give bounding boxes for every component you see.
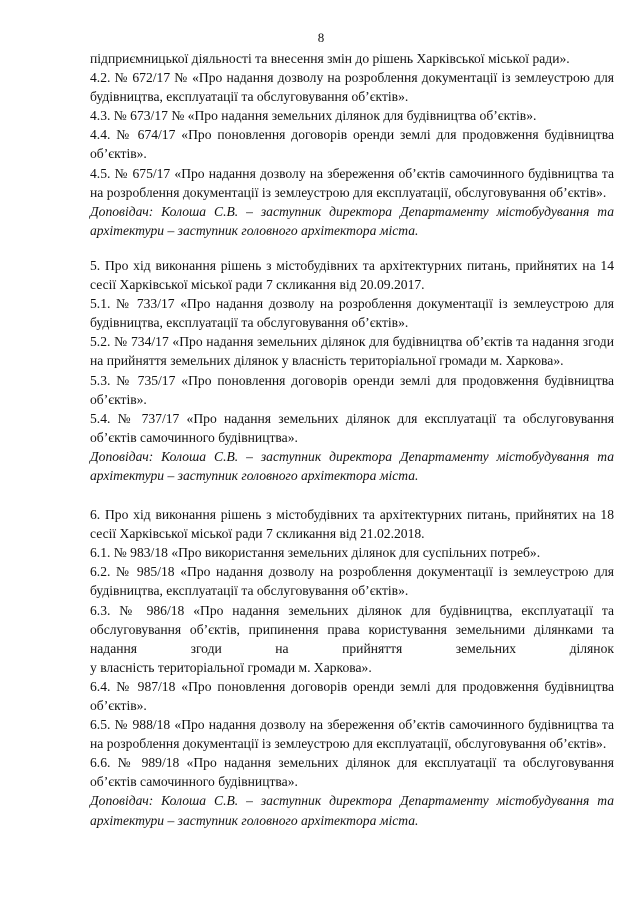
item-6-5: 6.5. № 988/18 «Про надання дозволу на збереження об’єктів самочинного будівництва та на розроблення документації із землеустрою для експлуатації, обслуговування об’єктів». — [90, 717, 614, 752]
section-6-heading: 6. Про хід виконання рішень з містобудівних та архітектурних питань, прийнятих на 18 сесії Харківської міської ради 7 скликання від 21.02.2018. — [90, 507, 614, 542]
item-5-3: 5.3. № 735/17 «Про поновлення договорів оренди землі для продовження будівництва об’єктів». — [90, 372, 614, 407]
speaker-section-6: Доповідач: Колоша С.В. – заступник директора Департаменту містобудування та архітектури – заступник головного архітектора міста. — [90, 793, 614, 828]
item-6-1: 6.1. № 983/18 «Про використання земельних ділянок для суспільних потреб». — [90, 545, 541, 561]
page-number: 8 — [317, 30, 325, 45]
item-5-2: 5.2. № 734/17 «Про надання земельних ділянок для будівництва об’єктів та надання згоди на прийняття земельних ділянок у власність територіальної громади м. Харкова». — [90, 334, 614, 369]
item-5-1: 5.1. № 733/17 «Про надання дозволу на розроблення документації із землеустрою для будівництва, експлуатації та обслуговування об’єктів». — [90, 296, 614, 331]
section-5-heading: 5. Про хід виконання рішень з містобудівних та архітектурних питань, прийнятих на 14 сесії Харківської міської ради 7 скликання від 20.09.2017. — [90, 257, 614, 293]
item-6-6: 6.6. № 989/18 «Про надання земельних ділянок для експлуатації та обслуговування об’єктів самочинного будівництва». — [90, 755, 614, 790]
item-5-4: 5.4. № 737/17 «Про надання земельних ділянок для експлуатації та обслуговування об’єктів самочинного будівництва». — [90, 410, 614, 445]
continued-paragraph: підприємницької діяльності та внесення змін до рішень Харківської міської ради». — [90, 51, 570, 66]
item-6-3-continued: у власність територіальної громади м. Харкова». — [90, 659, 372, 675]
item-6-3: 6.3. № 986/18 «Про надання земельних ділянок для будівництва, експлуатації та обслуговування об’єктів, припинення права користування земельними ділянками та надання згоди на прийняття земельних ділянок — [90, 602, 614, 656]
item-6-4: 6.4. № 987/18 «Про поновлення договорів оренди землі для продовження будівництва об’єктів». — [90, 678, 614, 713]
item-6-2: 6.2. № 985/18 «Про надання дозволу на розроблення документації із землеустрою для будівництва, експлуатації та обслуговування об’єктів». — [90, 564, 614, 599]
speaker-section-5: Доповідач: Колоша С.В. – заступник директора Департаменту містобудування та архітектури – заступник головного архітектора міста. — [90, 448, 614, 483]
speaker-section-4: Доповідач: Колоша С.В. – заступник директора Департаменту містобудування та архітектури – заступник головного архітектора міста. — [90, 203, 614, 238]
item-4-3: 4.3. № 673/17 № «Про надання земельних ділянок для будівництва об’єктів». — [90, 108, 537, 124]
item-4-5: 4.5. № 675/17 «Про надання дозволу на збереження об’єктів самочинного будівництва та на розроблення документації із землеустрою для експлуатації, обслуговування об’єктів». — [90, 165, 614, 200]
item-4-4: 4.4. № 674/17 «Про поновлення договорів оренди землі для продовження будівництва об’єктів». — [90, 127, 614, 162]
item-4-2: 4.2. № 672/17 № «Про надання дозволу на розроблення документації із землеустрою для будівництва, експлуатації та обслуговування об’єктів». — [90, 70, 614, 105]
